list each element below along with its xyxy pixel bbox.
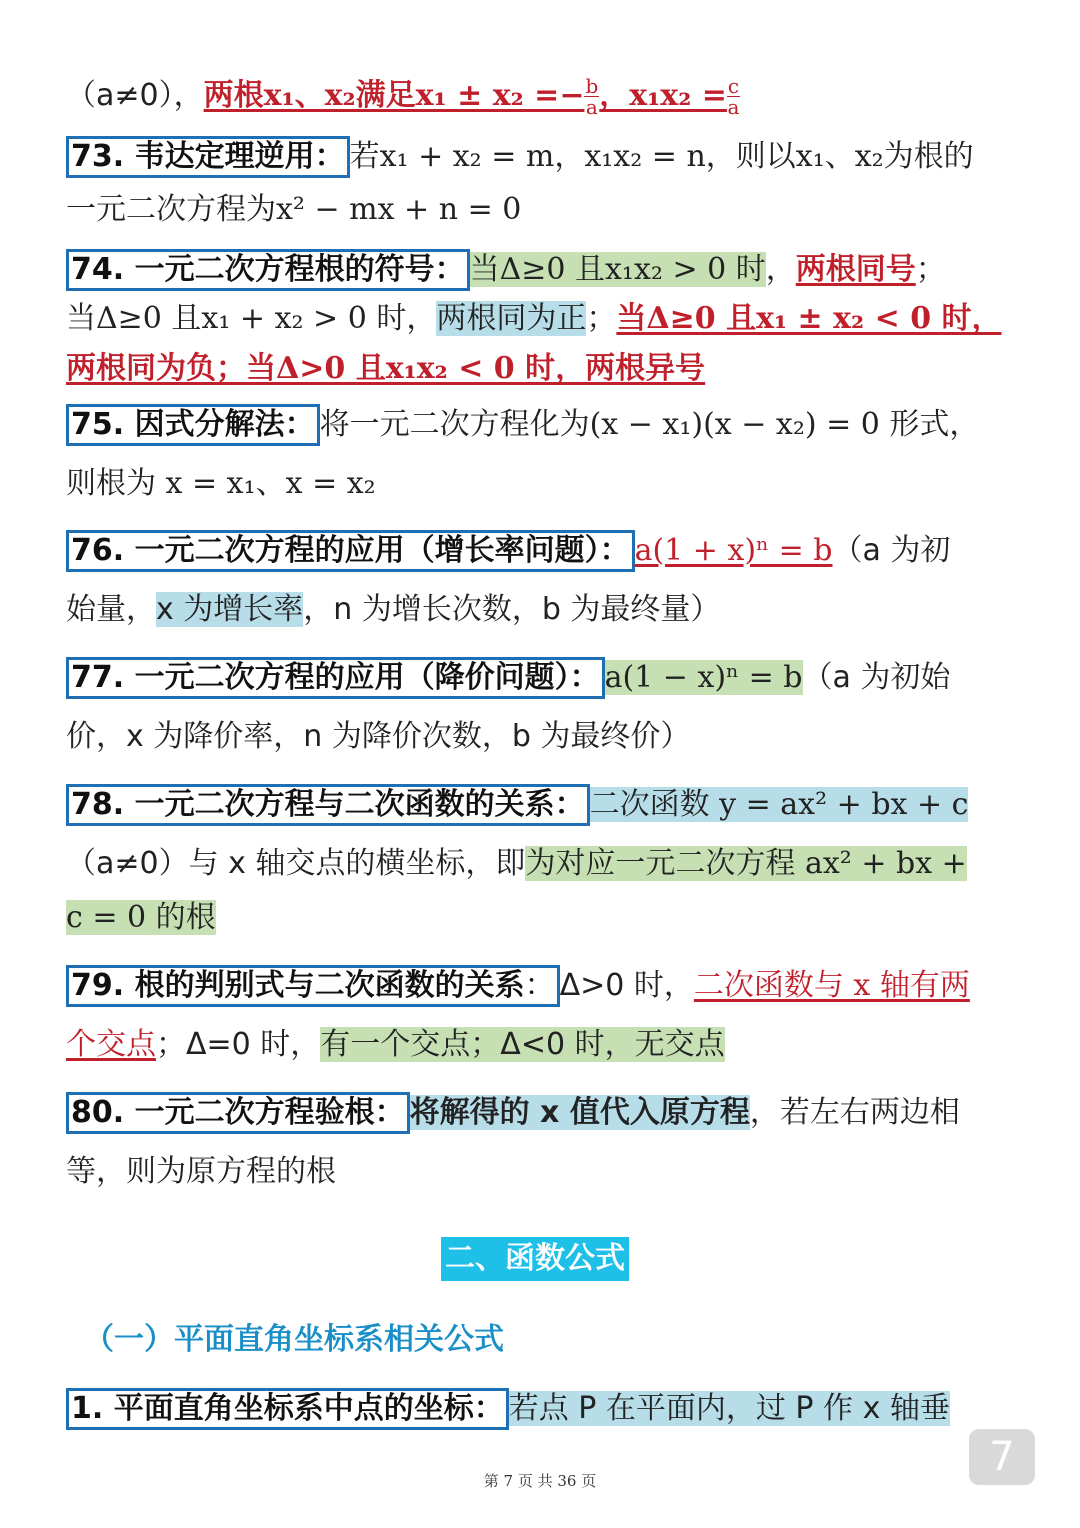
red-underlined: 二次函数与 x 轴有两 [693, 968, 970, 1003]
green-highlight: 为对应一元二次方程 ax² + bx + [525, 846, 967, 881]
red-formula: ，x₁x₂ = [599, 78, 727, 113]
text: 一元二次方程为x² − mx + n = 0 [66, 192, 522, 227]
item-75 [66, 404, 1014, 444]
item-78-cont [66, 844, 1014, 884]
text: 价，x 为降价率，n 为降价次数，b 为最终价） [66, 719, 691, 754]
item-80 [66, 1092, 1014, 1132]
text: ， [765, 252, 796, 287]
section-title: 二、函数公式 [441, 1237, 629, 1281]
fraction-c-over-a [727, 76, 740, 117]
blue-highlight: x 为增长率 [156, 592, 304, 627]
subsection-title: （一）平面直角坐标系相关公式 [84, 1322, 504, 1357]
fraction-b-over-a [584, 76, 599, 117]
fraction-numerator: b [585, 74, 599, 98]
item-74-cont2 [66, 349, 1014, 389]
item-1 [66, 1388, 1014, 1428]
green-highlight: 当Δ≥0 且x₁x₂ > 0 时 [469, 252, 766, 287]
item-73 [66, 136, 1014, 176]
item-77-cont [66, 717, 1014, 757]
text: Δ>0 时， [559, 968, 694, 1003]
text: ；Δ=0 时， [156, 1027, 321, 1062]
item-80-cont [66, 1152, 1014, 1192]
text: ，若左右两边相 [749, 1095, 960, 1130]
item-78 [66, 784, 1014, 824]
text: 若x₁ + x₂ = m，x₁x₂ = n，则以x₁、x₂为根的 [349, 139, 974, 174]
red-underlined-formula: a(1 + x)ⁿ = b [634, 533, 833, 568]
heading-box: 78. 一元二次方程与二次函数的关系： [66, 784, 590, 826]
fraction-numerator: c [727, 74, 740, 98]
page-number-badge: 7 [969, 1429, 1035, 1485]
line-roots-relation [66, 74, 1014, 119]
item-74 [66, 249, 1014, 289]
red-underlined: 两根同号 [795, 252, 916, 287]
red-underlined: 两根同为负；当Δ>0 且x₁x₂ < 0 时，两根异号 [66, 351, 706, 386]
text: ； [915, 252, 946, 287]
red-underlined: 当Δ≥0 且x₁ ± x₂ < 0 时， [616, 301, 1002, 336]
text: 当Δ≥0 且x₁ + x₂ > 0 时， [66, 301, 437, 336]
blue-highlight: 若点 P 在平面内，过 P 作 x 轴垂 [508, 1391, 950, 1426]
heading-box: 76. 一元二次方程的应用（增长率问题）： [66, 530, 635, 572]
green-highlight: c = 0 的根 [66, 900, 216, 935]
heading-box: 80. 一元二次方程验根： [66, 1092, 410, 1134]
heading-box: 73. 韦达定理逆用： [66, 136, 350, 178]
text: 则根为 x = x₁、x = x₂ [66, 466, 376, 501]
item-74-cont [66, 299, 1014, 339]
item-76-cont [66, 590, 1014, 630]
green-highlight: a(1 − x)ⁿ = b [604, 660, 803, 695]
text: 将一元二次方程化为(x − x₁)(x − x₂) = 0 形式， [319, 407, 980, 442]
item-79-cont [66, 1025, 1014, 1065]
page-footer: 第 7 页 共 36 页 [483, 1472, 597, 1490]
text: ； [586, 301, 617, 336]
text: （a 为初始 [802, 660, 951, 695]
text: （a 为初 [832, 533, 951, 568]
heading-box: 74. 一元二次方程根的符号： [66, 249, 470, 291]
heading-text: 79. 根的判别式与二次函数的关系 [71, 968, 525, 1003]
item-76 [66, 530, 1014, 570]
text: 始量， [66, 592, 156, 627]
blue-highlight: 将解得的 x 值代入原方程 [409, 1095, 750, 1130]
heading-box: 77. 一元二次方程的应用（降价问题）： [66, 657, 605, 699]
blue-highlight: 二次函数 y = ax² + bx + c [589, 787, 969, 822]
text: （a≠0）与 x 轴交点的横坐标，即 [66, 846, 526, 881]
heading-box: 79. 根的判别式与二次函数的关系： [66, 965, 560, 1007]
item-73-cont [66, 190, 1014, 230]
red-formula: 两根x₁、x₂满足x₁ ± x₂ =− [203, 78, 585, 113]
green-highlight: 有一个交点；Δ<0 时，无交点 [320, 1027, 725, 1062]
blue-highlight: 两根同为正 [436, 301, 587, 336]
item-75-cont [66, 464, 1014, 504]
item-79 [66, 965, 1014, 1005]
item-77 [66, 657, 1014, 697]
item-78-cont2 [66, 898, 1014, 938]
text: 等，则为原方程的根 [66, 1154, 336, 1189]
heading-box: 75. 因式分解法： [66, 404, 320, 446]
text: （a≠0）， [66, 78, 204, 113]
fraction-denominator: a [727, 95, 740, 119]
text: ，n 为增长次数，b 为最终量） [303, 592, 721, 627]
heading-box: 1. 平面直角坐标系中点的坐标： [66, 1388, 509, 1430]
fraction-denominator: a [585, 95, 598, 119]
red-underlined: 个交点 [66, 1027, 156, 1062]
